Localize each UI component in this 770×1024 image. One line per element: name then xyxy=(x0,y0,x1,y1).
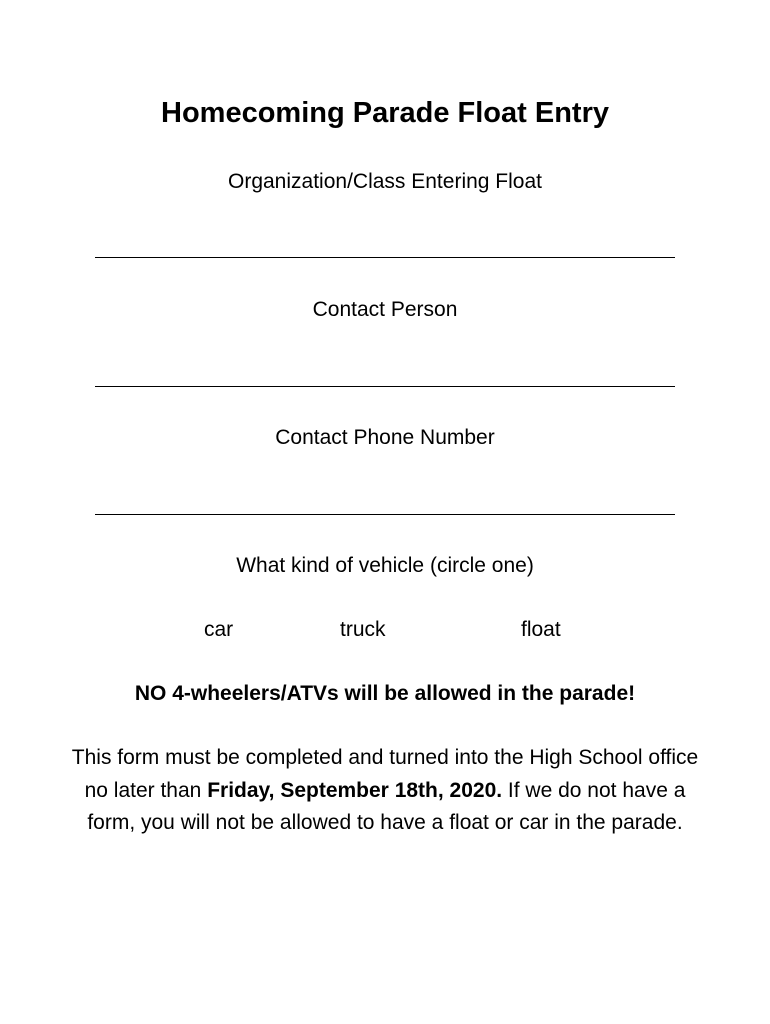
atv-warning: NO 4-wheelers/ATVs will be allowed in the parade! xyxy=(134,682,636,705)
contact-person-field-label: Contact Person xyxy=(312,298,458,321)
vehicle-type-prompt: What kind of vehicle (circle one) xyxy=(236,554,534,577)
contact-phone-field-line[interactable] xyxy=(95,514,675,515)
notice-text-after: If we do not have a form, you will not be allowed to have a float or car in the parade. xyxy=(87,778,686,834)
vehicle-option-float[interactable]: float xyxy=(521,618,561,641)
organization-field-line[interactable] xyxy=(95,257,675,258)
vehicle-option-car[interactable]: car xyxy=(204,618,234,641)
contact-phone-field-label: Contact Phone Number xyxy=(275,426,495,449)
submission-notice xyxy=(60,742,710,840)
form-title: Homecoming Parade Float Entry xyxy=(161,97,609,129)
organization-field-label: Organization/Class Entering Float xyxy=(228,170,542,193)
notice-text-before: This form must be completed and turned into the High School office no later than xyxy=(71,746,699,802)
notice-deadline: Friday, September 18th, 2020. xyxy=(207,778,503,802)
vehicle-option-truck[interactable]: truck xyxy=(340,618,386,641)
contact-person-field-line[interactable] xyxy=(95,386,675,387)
